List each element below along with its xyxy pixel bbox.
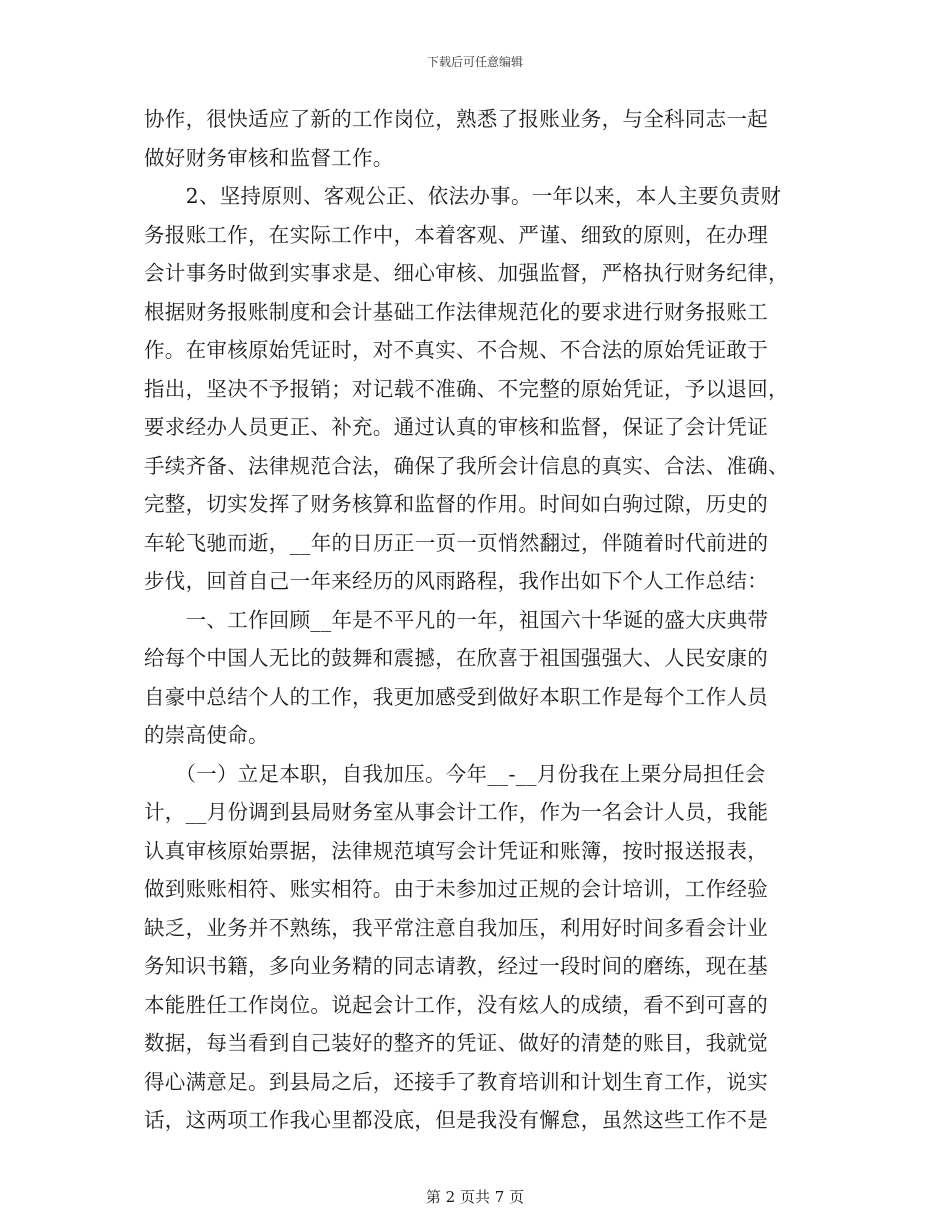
text-line: 一、工作回顾__年是不平凡的一年，祖国六十华诞的盛大庆典带 xyxy=(144,607,769,632)
text-line: 的崇高使命。 xyxy=(144,723,269,747)
text-line: 得心满意足。到县局之后，还接手了教育培训和计划生育工作，说实 xyxy=(144,1069,768,1094)
text-line: 作。在审核原始凭证时，对不真实、不合规、不合法的原始凭证敢于 xyxy=(144,338,768,362)
text-line: 务报账工作，在实际工作中，本着客观、严谨、细致的原则，在办理 xyxy=(144,222,768,247)
text-line: 协作，很快适应了新的工作岗位，熟悉了报账业务，与全科同志一起 xyxy=(144,107,768,131)
text-line: 手续齐备、法律规范合法，确保了我所会计信息的真实、合法、准确、 xyxy=(144,453,789,478)
text-line: 本能胜任工作岗位。说起会计工作，没有炫人的成绩，看不到可喜的 xyxy=(144,992,768,1017)
text-line: 步伐，回首自己一年来经历的风雨路程，我作出如下个人工作总结： xyxy=(144,569,768,593)
text-line: 车轮飞驰而逝，__年的日历正一页一页悄然翻过，伴随着时代前进的 xyxy=(144,530,769,555)
page-header-note: 下载后可任意编辑 xyxy=(426,55,523,69)
text-line: 数据，每当看到自己装好的整齐的凭证、做好的清楚的账目，我就觉 xyxy=(144,1031,768,1055)
page-number: 第 2 页共 7 页 xyxy=(425,1188,525,1206)
text-line: 根据财务报账制度和会计基础工作法律规范化的要求进行财务报账工 xyxy=(144,299,768,324)
text-line: 给每个中国人无比的鼓舞和震撼，在欣喜于祖国强强大、人民安康的 xyxy=(144,646,768,670)
text-line: 完整，切实发挥了财务核算和监督的作用。时间如白驹过隙，历史的 xyxy=(144,492,768,516)
text-line: 做好财务审核和监督工作。 xyxy=(144,145,394,170)
text-line: 做到账账相符、账实相符。由于未参加过正规的会计培训，工作经验 xyxy=(144,877,768,901)
text-line: 要求经办人员更正、补充。通过认真的审核和监督，保证了会计凭证 xyxy=(144,415,768,439)
text-line: 认真审核原始票据，法律规范填写会计凭证和账簿，按时报送报表， xyxy=(144,838,768,863)
text-line: 缺乏，业务并不熟练，我平常注意自我加压，利用好时间多看会计业 xyxy=(144,915,768,940)
document-body xyxy=(144,100,804,1140)
text-line: 指出，坚决不予报销；对记载不准确、不完整的原始凭证，予以退回， xyxy=(144,376,789,401)
text-line: 话，这两项工作我心里都没底，但是我没有懈怠，虽然这些工作不是 xyxy=(144,1108,768,1132)
text-line: 2、坚持原则、客观公正、依法办事。一年以来，本人主要负责财 xyxy=(144,184,782,208)
text-line: 自豪中总结个人的工作，我更加感受到做好本职工作是每个工作人员 xyxy=(144,684,768,709)
text-line: （一）立足本职，自我加压。今年__-__月份我在上栗分局担任会 xyxy=(144,761,766,786)
text-line: 计，__月份调到县局财务室从事会计工作，作为一名会计人员，我能 xyxy=(144,800,769,824)
text-line: 会计事务时做到实事求是、细心审核、加强监督，严格执行财务纪律， xyxy=(144,261,789,285)
text-line: 务知识书籍，多向业务精的同志请教，经过一段时间的磨练，现在基 xyxy=(144,954,768,978)
